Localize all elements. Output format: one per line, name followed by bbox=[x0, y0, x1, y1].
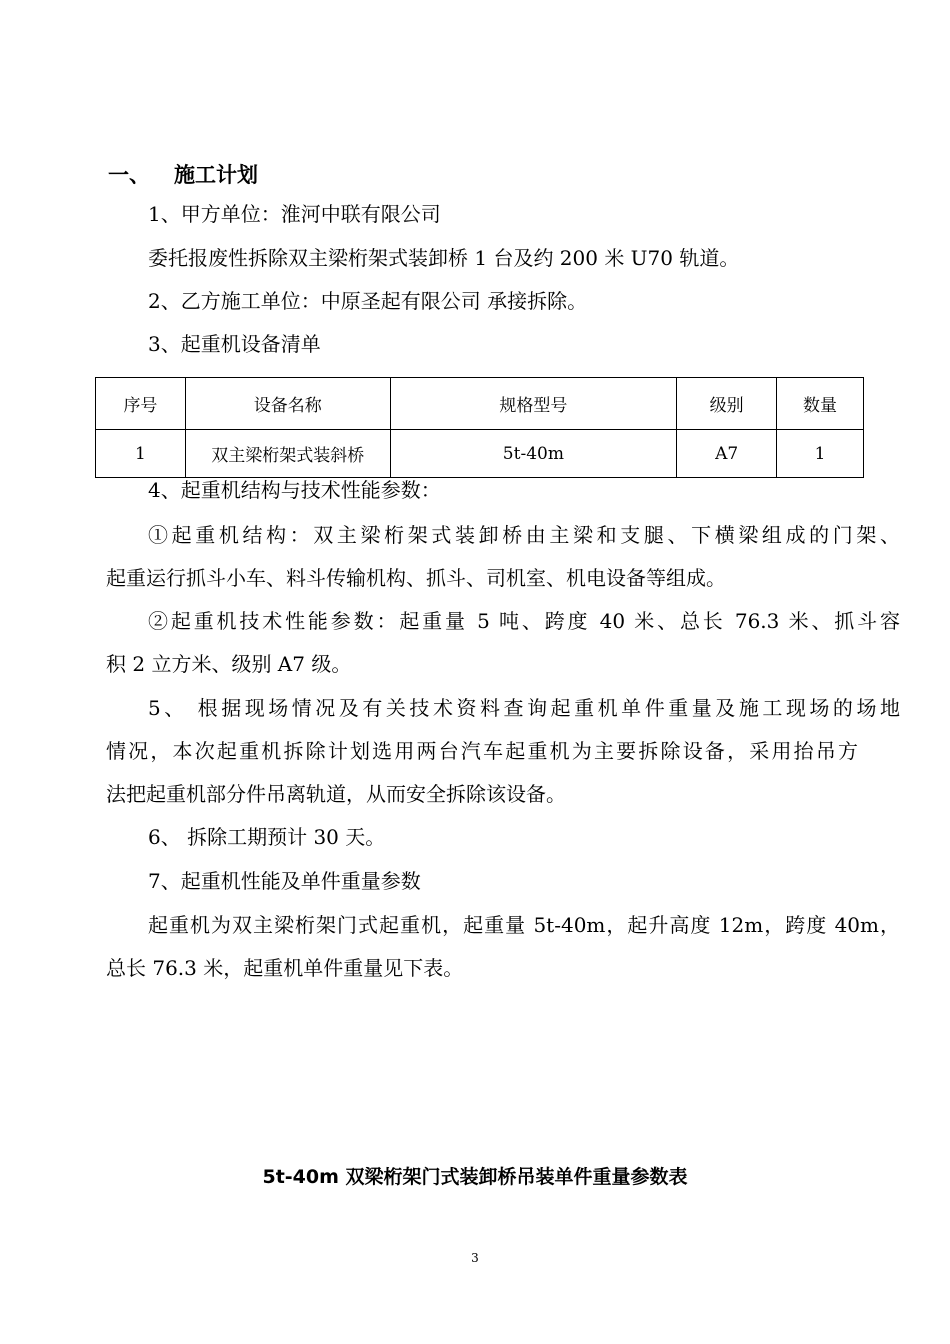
table-header-cell: 级别 bbox=[677, 378, 777, 430]
table-header-row bbox=[96, 378, 864, 430]
paragraph-crane-desc-line-1: 起重机为双主梁桁架门式起重机，起重量 5t-40m，起升高度 12m，跨度 40m， bbox=[148, 913, 900, 937]
table-cell: 5t-40m bbox=[390, 430, 677, 478]
section-heading bbox=[108, 160, 258, 190]
table-cell: A7 bbox=[677, 430, 777, 478]
paragraph-weight-heading: 7、起重机性能及单件重量参数 bbox=[148, 869, 421, 893]
paragraph-equipment-list-title: 3、起重机设备清单 bbox=[148, 332, 321, 356]
paragraph-party-b: 2、乙方施工单位：中原圣起有限公司 承接拆除。 bbox=[148, 289, 588, 313]
paragraph-structure-line-1: ①起重机结构：双主梁桁架式装卸桥由主梁和支腿、下横梁组成的门架、 bbox=[148, 523, 900, 547]
paragraph-commission: 委托报废性拆除双主梁桁架式装卸桥 1 台及约 200 米 U70 轨道。 bbox=[148, 246, 740, 270]
paragraph-plan-line-1: 5、 根据现场情况及有关技术资料查询起重机单件重量及施工现场的场地 bbox=[148, 696, 900, 720]
weight-table-title: 5t-40m 双梁桁架门式装卸桥吊装单件重量参数表 bbox=[262, 1166, 688, 1188]
table-header-cell: 设备名称 bbox=[185, 378, 390, 430]
table-header-cell: 序号 bbox=[96, 378, 186, 430]
section-title: 施工计划 bbox=[174, 163, 258, 187]
table-cell: 双主梁桁架式装斜桥 bbox=[185, 430, 390, 478]
paragraph-performance-line-2: 积 2 立方米、级别 A7 级。 bbox=[106, 652, 352, 676]
table-cell: 1 bbox=[777, 430, 864, 478]
paragraph-crane-desc-line-2: 总长 76.3 米，起重机单件重量见下表。 bbox=[106, 956, 464, 980]
paragraph-plan-line-2: 情况，本次起重机拆除计划选用两台汽车起重机为主要拆除设备，采用抬吊方 bbox=[106, 739, 858, 763]
paragraph-structure-line-2: 起重运行抓斗小车、料斗传输机构、抓斗、司机室、机电设备等组成。 bbox=[106, 566, 726, 590]
paragraph-plan-line-3: 法把起重机部分件吊离轨道，从而安全拆除该设备。 bbox=[106, 782, 566, 806]
page-number: 3 bbox=[471, 1251, 479, 1265]
equipment-table bbox=[95, 377, 864, 478]
paragraph-structure-heading: 4、起重机结构与技术性能参数： bbox=[148, 478, 441, 502]
table-cell: 1 bbox=[96, 430, 186, 478]
table-header-cell: 数量 bbox=[777, 378, 864, 430]
paragraph-party-a: 1、甲方单位：淮河中联有限公司 bbox=[148, 202, 441, 226]
paragraph-duration: 6、 拆除工期预计 30 天。 bbox=[148, 825, 386, 849]
section-number: 一、 bbox=[108, 163, 150, 187]
table-header-cell: 规格型号 bbox=[390, 378, 677, 430]
paragraph-performance-line-1: ②起重机技术性能参数：起重量 5 吨、跨度 40 米、总长 76.3 米、抓斗容 bbox=[148, 609, 900, 633]
